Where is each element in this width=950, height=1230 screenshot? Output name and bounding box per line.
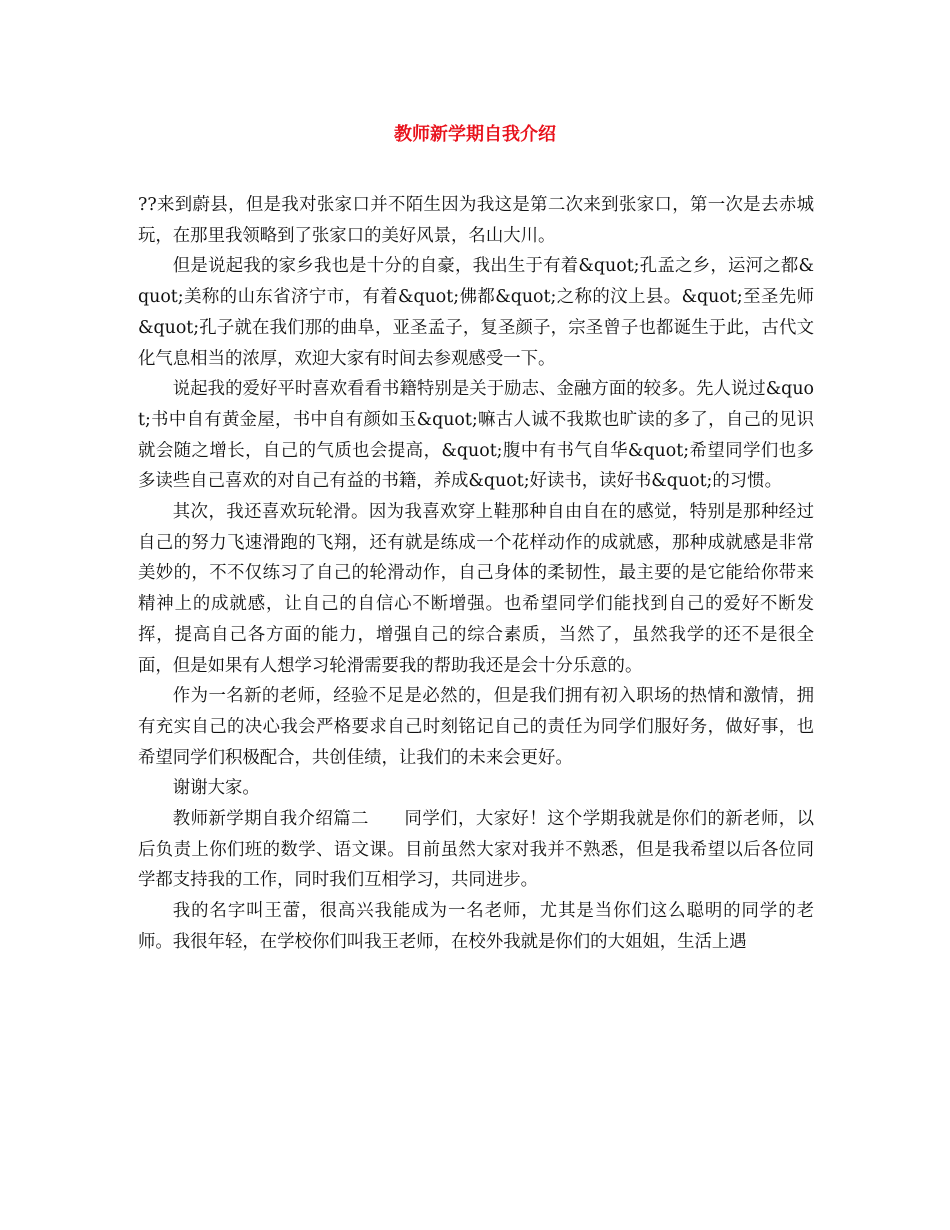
paragraph-6: 谢谢大家。 [172,778,260,799]
paragraph-4: 其次，我还喜欢玩轮滑。因为我喜欢穿上鞋那种自由自在的感觉，特别是那种经过自己的努力飞速滑跑的飞翔，还有就是练成一个花样动作的成就感，那种成就感是非常美妙的，不不仅练习了自己的轮滑动作，自己身体的柔韧性，最主要的是它能给你带来精神上的成就感，让自己的自信心不断增强。也希望同学们能找到自己的爱好不断发挥，提高自己各方面的能力，增强自己的综合素质，当然了，虽然我学的还不是很全面，但是如果有人想学习轮滑需要我的帮助我还是会十分乐意的。 [138,502,814,676]
paragraph-5: 作为一名新的老师，经验不足是必然的，但是我们拥有初入职场的热情和激情，拥有充实自己的决心我会严格要求自己时刻铭记自己的责任为同学们服好务，做好事，也希望同学们积极配合，共创佳绩，让我们的未来会更好。 [138,686,814,768]
document-body [138,190,814,958]
paragraph-8: 我的名字叫王蕾，很高兴我能成为一名老师，尤其是当你们这么聪明的同学的老师。我很年轻，在学校你们叫我王老师，在校外我就是你们的大姐姐，生活上遇 [138,901,814,952]
paragraph-3: 说起我的爱好平时喜欢看看书籍特别是关于励志、金融方面的较多。先人说过&quot;书中自有黄金屋，书中自有颜如玉&quot;嘛古人诚不我欺也旷读的多了，自己的见识就会随之增长，自己的气质也会提高，&quot;腹中有书气自华&quot;希望同学们也多多读些自己喜欢的对自己有益的书籍，养成&quot;好读书，读好书&quot;的习惯。 [138,379,814,492]
paragraph-7: 教师新学期自我介绍篇二 同学们，大家好！这个学期我就是你们的新老师，以后负责上你们班的数学、语文课。目前虽然大家对我并不熟悉，但是我希望以后各位同学都支持我的工作，同时我们互相学习，共同进步。 [138,809,814,891]
paragraph-2: 但是说起我的家乡我也是十分的自豪，我出生于有着&quot;孔孟之乡，运河之都&quot;美称的山东省济宁市，有着&quot;佛都&quot;之称的汶上县。&quot;至圣先师&quot;孔子就在我们那的曲阜，亚圣孟子，复圣颜子，宗圣曾子也都诞生于此，古代文化气息相当的浓厚，欢迎大家有时间去参观感受一下。 [138,256,814,369]
page-title: 教师新学期自我介绍 [394,124,556,145]
paragraph-1: ??来到蔚县，但是我对张家口并不陌生因为我这是第二次来到张家口，第一次是去赤城玩，在那里我领略到了张家口的美好风景，名山大川。 [138,195,814,246]
